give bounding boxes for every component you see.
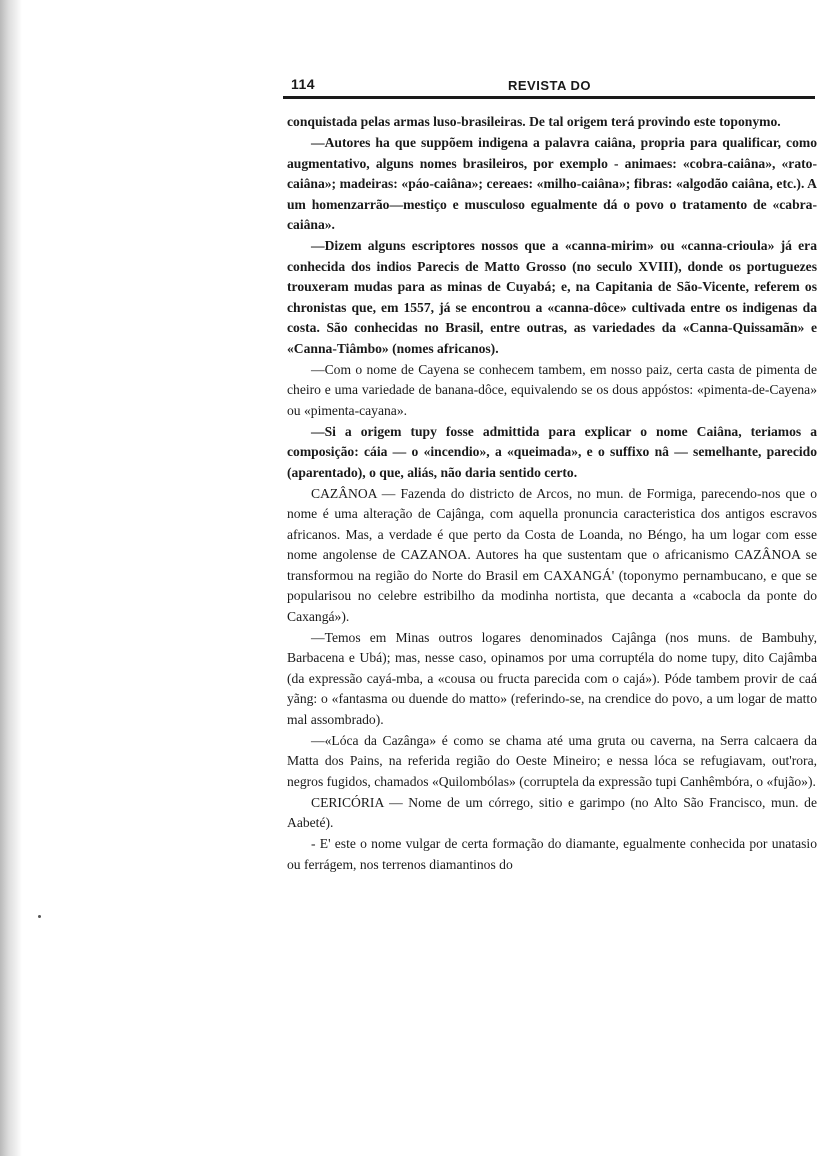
- paragraph-tupy-origin: —Si a origem tupy fosse admittida para explicar o nome Caiâna, teriamos a composição: cáia — o «incendio», a «queimada», e o suffixo nâ — semelhante, parecido (aparentado), o que, aliás, não daria sentido certo.: [287, 423, 817, 480]
- page-binding-shadow: [0, 0, 22, 1156]
- page-number: 114: [291, 76, 316, 92]
- paragraph-cajanga: —Temos em Minas outros logares denominados Cajânga (nos muns. de Bambuhy, Barbacena e Ubá); mas, nesse caso, opinamos por uma corruptéla do nome tupy, dito Cajâmba (da expressão cayá-mba, a «cousa ou fructa parecida com o cajá»). Póde tambem provir de caá yãng: o «fantasma ou duende do matto» (referindo-se, na crendice do povo, a um logar de matto mal assombrado).: [287, 629, 817, 727]
- paragraph-continuation: conquistada pelas armas luso-brasileiras. De tal origem terá provindo este toponymo.: [287, 114, 781, 129]
- running-title: REVISTA DO: [508, 78, 592, 93]
- entry-cericoria: CERICÓRIA — Nome de um córrego, sitio e garimpo (no Alto São Francisco, mun. de Aabeté).: [287, 794, 817, 830]
- paragraph-cayena: —Com o nome de Cayena se conhecem tambem, em nosso paiz, certa casta de pimenta de cheiro e uma variedade de banana-dôce, equivalendo se os dous appóstos: «pimenta-de-Cayena» ou «pimenta-cayana».: [287, 361, 817, 418]
- page-header: [283, 74, 815, 99]
- paragraph-canna-crioula: —Dizem alguns escriptores nossos que a «canna-mirim» ou «canna-crioula» já era conhecida dos indios Parecis de Matto Grosso (no seculo XVIII), donde os portuguezes trouxeram mudas para as minas de Cuyabá; e, na Capitania de São-Vicente, referem os chronistas que, em 1557, já se encontrou a «canna-dôce» cultivada entre os indigenas da costa. São conhecidas no Brasil, entre outras, as variedades da «Canna-Quissamãn» e «Canna-Tiâmbo» (nomes africanos).: [287, 238, 817, 356]
- paragraph-diamante: - E' este o nome vulgar de certa formação do diamante, egualmente conhecida por unatasio ou ferrágem, nos terrenos diamantinos do: [287, 836, 817, 872]
- paragraph-caiana-adjective: —Autores ha que suppõem indigena a palavra caiâna, propria para qualificar, como augmentativo, alguns nomes brasileiros, por exemplo - animaes: «cobra-caiâna», «rato-caiâna»; madeiras: «páo-caiâna»; cereaes: «milho-caiâna»; fibras: «algodão caiâna, etc.). A um homenzarrão—mestiço e musculoso egualmente dá o povo o tratamento de «cabra-caiâna».: [287, 135, 817, 232]
- text-column: [287, 112, 817, 875]
- scan-speck: [38, 915, 41, 918]
- paragraph-loca-da-cazanga: —«Lóca da Cazânga» é como se chama até uma gruta ou caverna, na Serra calcaera da Matta dos Pains, na referida região do Oeste Mineiro; e nessa lóca se refugiavam, out'rora, negros fugidos, chamados «Quilombólas» (corruptela da expressão tupi Canhêmbóra, o «fujão»).: [287, 732, 817, 789]
- entry-cazanoa: CAZÂNOA — Fazenda do districto de Arcos, no mun. de Formiga, parecendo-nos que o nome é uma alteração de Cajânga, com aquella pronuncia caracteristica dos antigos escravos africanos. Mas, a verdade é que perto da Costa de Loanda, no Béngo, ha um logar com esse nome angolense de CAZANOA. Autores ha que sustentam que o africanismo CAZÂNOA se transformou na região do Norte do Brasil em CAXANGÁ' (toponymo pernambucano, e que se popularisou no celebre estribilho da modinha nortista, que decanta a «cabocla da ponte do Caxangá»).: [287, 485, 817, 624]
